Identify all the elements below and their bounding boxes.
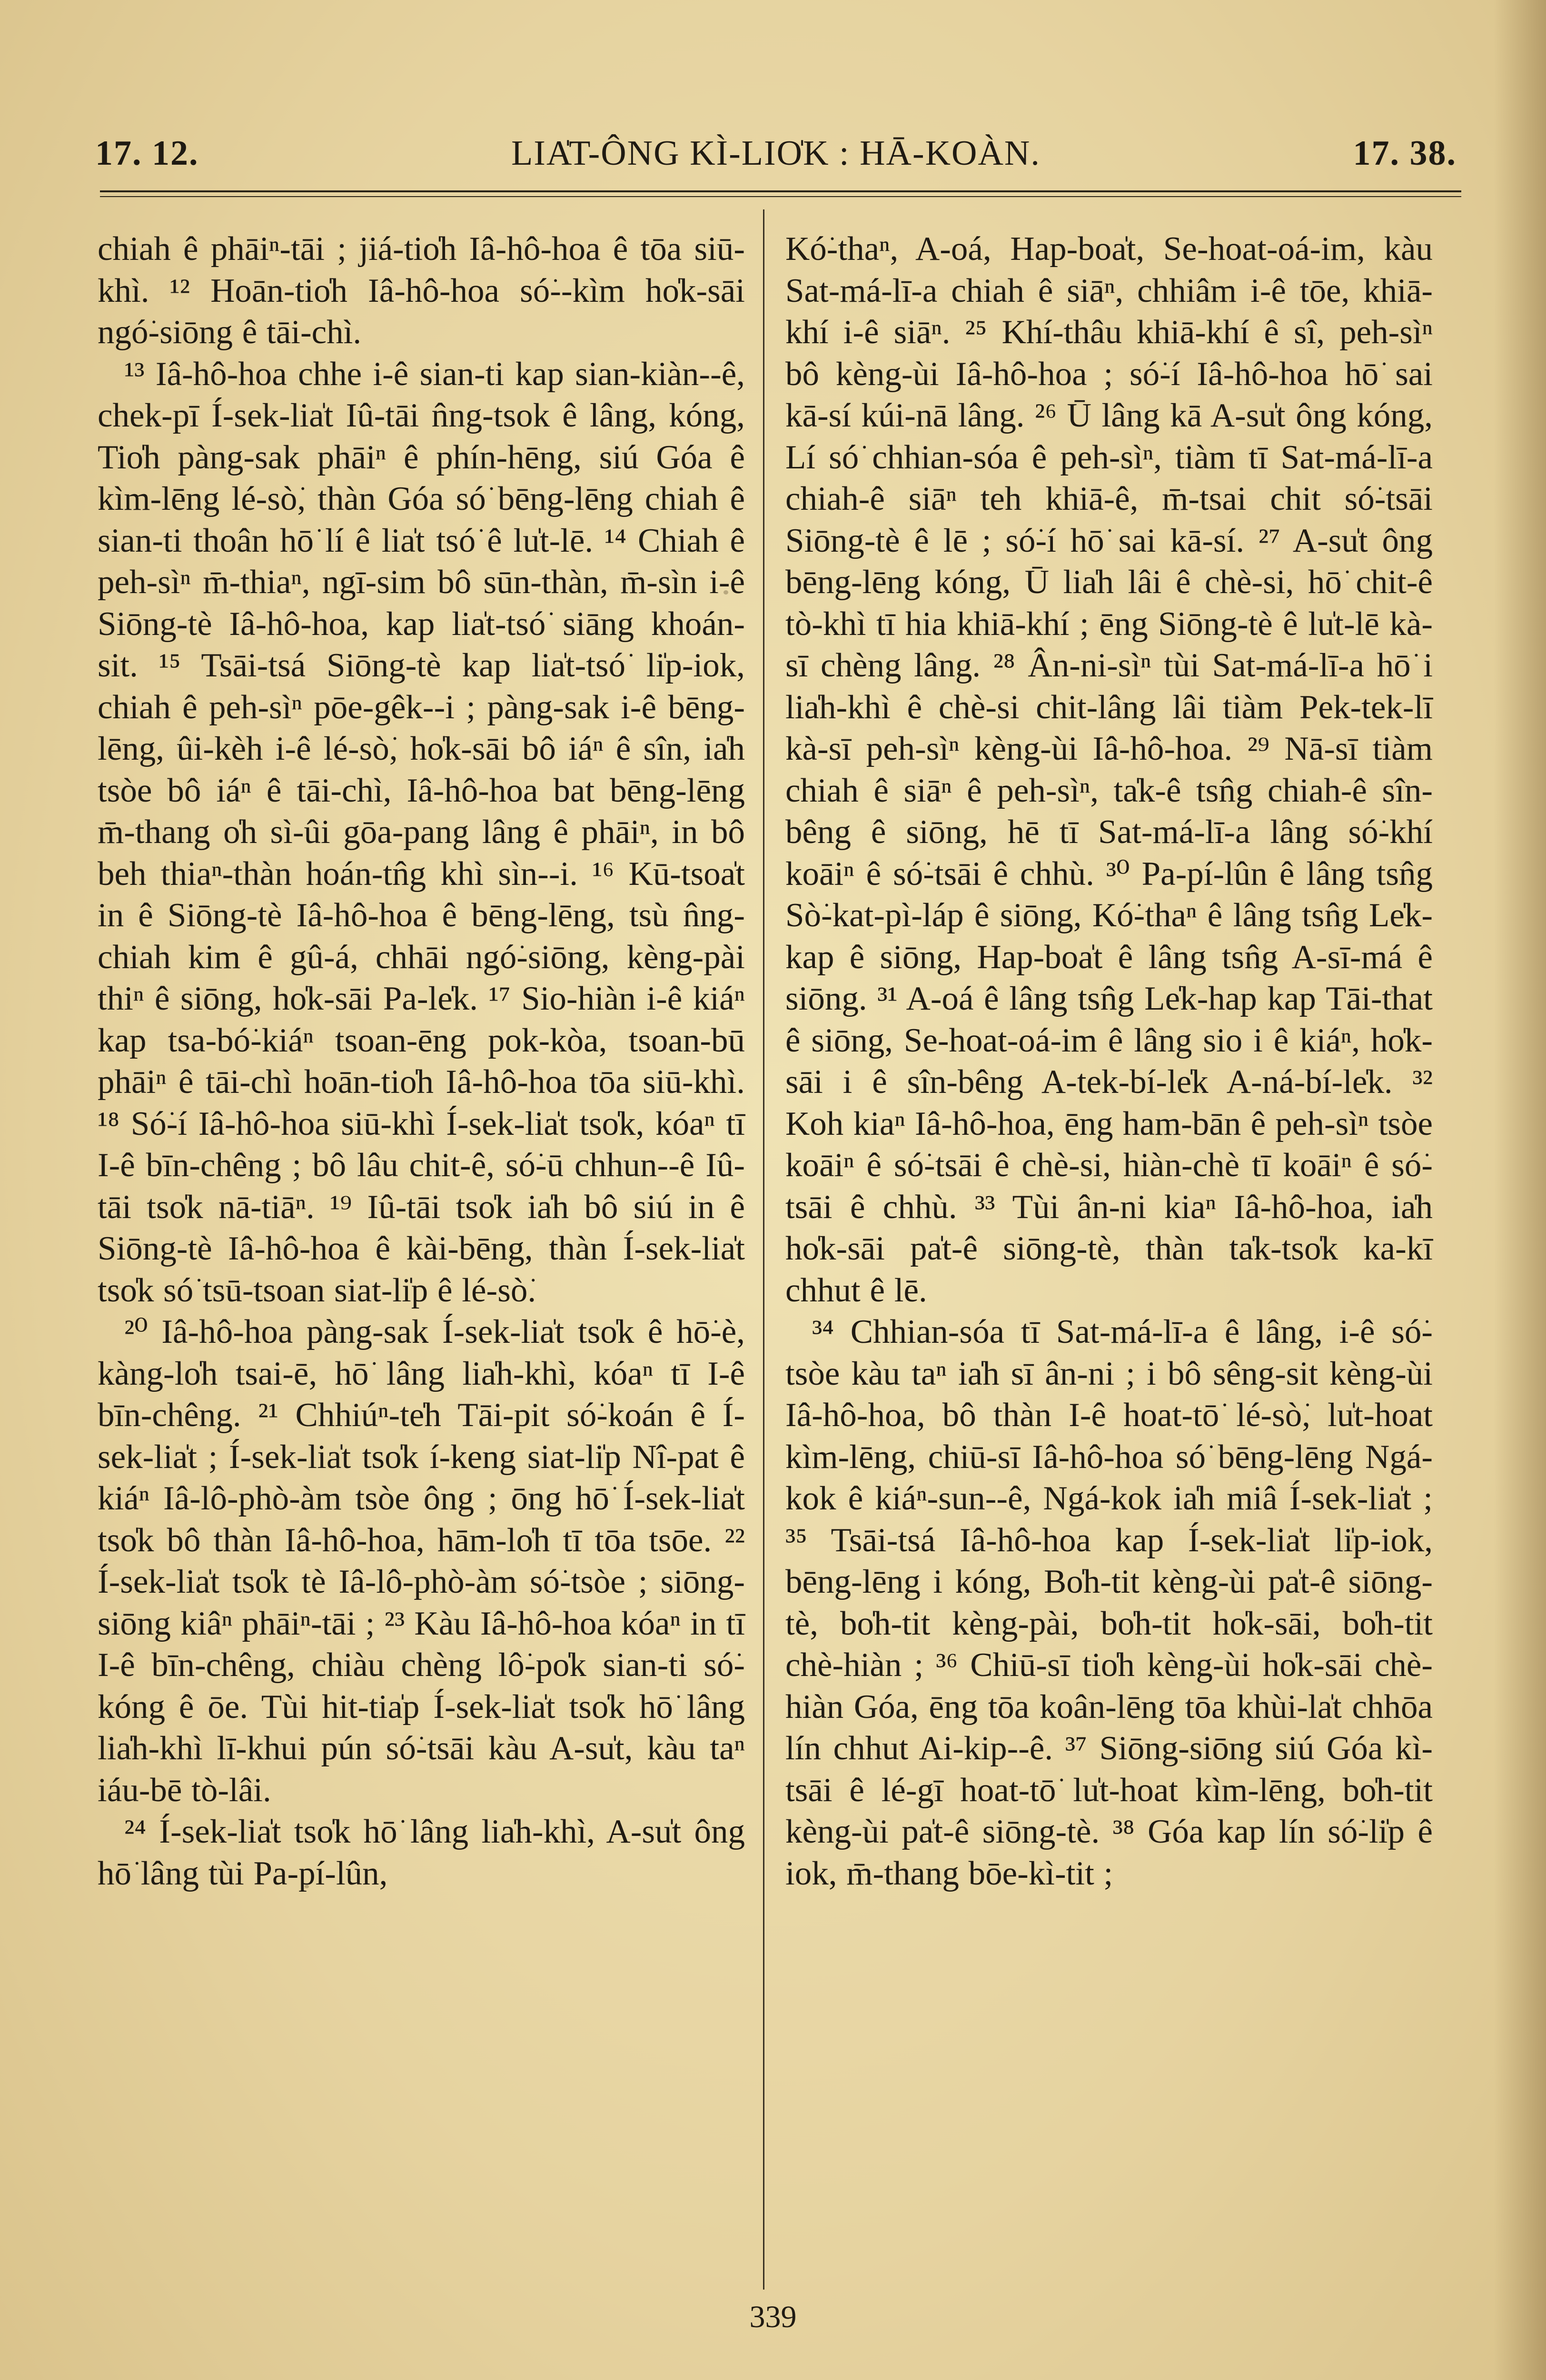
running-header [95, 129, 1457, 186]
header-rule [100, 190, 1461, 192]
paper-speck [1390, 990, 1394, 994]
paragraph: ¹³ Iâ-hô-hoa chhe i-ê sian-ti kap sian-kiàn--ê, chek-pī Í-sek-lia̍t Iû-tāi n̂ng-tsok ê lâng, kóng, Tio̍h pàng-sak phāiⁿ ê phín-hēng, siú Góa ê kìm-lēng lé-sò͘, thàn Góa só͘ bēng-lēng chiah ê sian-ti thoân hō͘ lí ê lia̍t tsó͘ ê lu̍t-lē. ¹⁴ Chiah ê peh-sìⁿ m̄-thiaⁿ, ngī-sim bô sūn-thàn, m̄-sìn i-ê Siōng-tè Iâ-hô-hoa, kap lia̍t-tsó͘ siāng khoán-sit. ¹⁵ Tsāi-tsá Siōng-tè kap lia̍t-tsó͘ li̍p-iok, chiah ê peh-sìⁿ pōe-gêk--i ; pàng-sak i-ê bēng-lēng, ûi-kèh i-ê lé-sò͘, ho̍k-sāi bô iáⁿ ê sîn, ia̍h tsòe bô iáⁿ ê tāi-chì, Iâ-hô-hoa bat bēng-lēng m̄-thang o̍h sì-ûi gōa-pang lâng ê phāiⁿ, in bô beh thiaⁿ-thàn hoán-tn̂g khì sìn--i. ¹⁶ Kū-tsoa̍t in ê Siōng-tè Iâ-hô-hoa ê bēng-lēng, tsù n̂ng-chiah kim ê gû-á, chhāi ngó͘-siōng, kèng-pài thiⁿ ê siōng, ho̍k-sāi Pa-le̍k. ¹⁷ Sio-hiàn i-ê kiáⁿ kap tsa-bó͘-kiáⁿ tsoan-ēng pok-kòa, tsoan-bū phāiⁿ ê tāi-chì hoān-tio̍h Iâ-hô-hoa tōa siū-khì. ¹⁸ Só͘-í Iâ-hô-hoa siū-khì Í-sek-lia̍t tso̍k, kóaⁿ tī I-ê bīn-chêng ; bô lâu chit-ê, só͘-ū chhun--ê Iû-tāi tso̍k nā-tiāⁿ. ¹⁹ Iû-tāi tso̍k ia̍h bô siú in ê Siōng-tè Iâ-hô-hoa ê kài-bēng, thàn Í-sek-lia̍t tso̍k só͘ tsū-tsoan siat-li̍p ê lé-sò͘. [98, 355, 745, 1309]
paper-speck [305, 1885, 309, 1888]
header-reference-left: 17. 12. [95, 134, 199, 173]
paragraph: ²⁰ Iâ-hô-hoa pàng-sak Í-sek-lia̍t tso̍k ê hō͘-è, kàng-lo̍h tsai-ē, hō͘ lâng lia̍h-khì, kóaⁿ tī I-ê bīn-chêng. ²¹ Chhiúⁿ-te̍h Tāi-pit só͘-koán ê Í-sek-lia̍t ; Í-sek-lia̍t tso̍k í-keng siat-li̍p Nî-pat ê kiáⁿ Iâ-lô-phò-àm tsòe ông ; ōng hō͘ Í-sek-lia̍t tso̍k bô thàn Iâ-hô-hoa, hām-lo̍h tī tōa tsōe. ²² Í-sek-lia̍t tso̍k tè Iâ-lô-phò-àm só͘-tsòe ; siōng-siōng kiâⁿ phāiⁿ-tāi ; ²³ Kàu Iâ-hô-hoa kóaⁿ in tī I-ê bīn-chêng, chiàu chèng lô͘-po̍k sian-ti só͘-kóng ê ōe. Tùi hit-tia̍p Í-sek-lia̍t tso̍k hō͘ lâng lia̍h-khì lī-khui pún só͘-tsāi kàu A-su̍t, kàu taⁿ iáu-bē tò-lâi. [98, 1313, 745, 1809]
paragraph: ³⁴ Chhian-sóa tī Sat-má-lī-a ê lâng, i-ê só͘-tsòe kàu taⁿ ia̍h sī ân-ni ; i bô sêng-sit kèng-ùi Iâ-hô-hoa, bô thàn I-ê hoat-tō͘ lé-sò͘, lu̍t-hoat kìm-lēng, chiū-sī Iâ-hô-hoa só͘ bēng-lēng Ngá-kok ê kiáⁿ-sun--ê, Ngá-kok ia̍h miâ Í-sek-lia̍t ; ³⁵ Tsāi-tsá Iâ-hô-hoa kap Í-sek-lia̍t li̍p-iok, bēng-lēng i kóng, Bo̍h-tit kèng-ùi pa̍t-ê siōng-tè, bo̍h-tit kèng-pài, bo̍h-tit ho̍k-sāi, bo̍h-tit chè-hiàn ; ³⁶ Chiū-sī tio̍h kèng-ùi ho̍k-sāi chè-hiàn Góa, ēng tōa koân-lēng tōa khùi-la̍t chhōa lín chhut Ai-kip--ê. ³⁷ Siōng-siōng siú Góa kì-tsāi ê lé-gī hoat-tō͘ lu̍t-hoat kìm-lēng, bo̍h-tit kèng-ùi pa̍t-ê siōng-tè. ³⁸ Góa kap lín só͘-li̍p ê iok, m̄-thang bōe-kì-tit ; [785, 1313, 1433, 1892]
header-reference-right: 17. 38. [1353, 134, 1457, 173]
paper-speck [723, 590, 728, 595]
right-text-column [785, 228, 1433, 2294]
paragraph: ²⁴ Í-sek-lia̍t tso̍k hō͘ lâng lia̍h-khì, A-su̍t ông hō͘ lâng tùi Pa-pí-lûn, [98, 1813, 745, 1892]
header-rule-thin [100, 196, 1461, 197]
page-edge-shadow [1494, 0, 1546, 2380]
header-title: LIA̍T-ÔNG KÌ-LIO̍K : HĀ-KOÀN. [511, 134, 1041, 173]
left-text-column [98, 228, 745, 2294]
paragraph: chiah ê phāiⁿ-tāi ; jiá-tio̍h Iâ-hô-hoa ê tōa siū-khì. ¹² Hoān-tio̍h Iâ-hô-hoa só͘--kìm ho̍k-sāi ngó͘-siōng ê tāi-chì. [98, 230, 745, 351]
column-divider [763, 209, 764, 2290]
page-number: 339 [749, 2300, 797, 2334]
paragraph: Kó͘-thaⁿ, A-oá, Hap-boa̍t, Se-hoat-oá-im, kàu Sat-má-lī-a chiah ê siāⁿ, chhiâm i-ê tōe, khiā-khí i-ê siāⁿ. ²⁵ Khí-thâu khiā-khí ê sî, peh-sìⁿ bô kèng-ùi Iâ-hô-hoa ; só͘-í Iâ-hô-hoa hō͘ sai kā-sí kúi-nā lâng. ²⁶ Ū lâng kā A-su̍t ông kóng, Lí só͘ chhian-sóa ê peh-sìⁿ, tiàm tī Sat-má-lī-a chiah-ê siāⁿ teh khiā-ê, m̄-tsai chit só͘-tsāi Siōng-tè ê lē ; só͘-í hō͘ sai kā-sí. ²⁷ A-su̍t ông bēng-lēng kóng, Ū lia̍h lâi ê chè-si, hō͘ chit-ê tò-khì tī hia khiā-khí ; ēng Siōng-tè ê lu̍t-lē kà-sī chèng lâng. ²⁸ Ân-ni-sìⁿ tùi Sat-má-lī-a hō͘ i lia̍h-khì ê chè-si chit-lâng lâi tiàm Pek-tek-lī kà-sī peh-sìⁿ kèng-ùi Iâ-hô-hoa. ²⁹ Nā-sī tiàm chiah ê siāⁿ ê peh-sìⁿ, ta̍k-ê tsn̂g chiah-ê sîn-bêng ê siōng, hē tī Sat-má-lī-a lâng só͘-khí koāiⁿ ê só͘-tsāi ê chhù. ³⁰ Pa-pí-lûn ê lâng tsn̂g Sò͘-kat-pì-láp ê siōng, Kó͘-thaⁿ ê lâng tsn̂g Le̍k-kap ê siōng, Hap-boa̍t ê lâng tsn̂g A-sī-má ê siōng. ³¹ A-oá ê lâng tsn̂g Le̍k-hap kap Tāi-that ê siōng, Se-hoat-oá-im ê lâng sio i ê kiáⁿ, ho̍k-sāi i ê sîn-bêng A-tek-bí-le̍k A-ná-bí-le̍k. ³² Koh kiaⁿ Iâ-hô-hoa, ēng ham-bān ê peh-sìⁿ tsòe koāiⁿ ê só͘-tsāi ê chè-si, hiàn-chè tī koāiⁿ ê só͘-tsāi ê chhù. ³³ Tùi ân-ni kiaⁿ Iâ-hô-hoa, ia̍h ho̍k-sāi pa̍t-ê siōng-tè, thàn ta̍k-tso̍k ka-kī chhut ê lē. [785, 230, 1433, 1309]
